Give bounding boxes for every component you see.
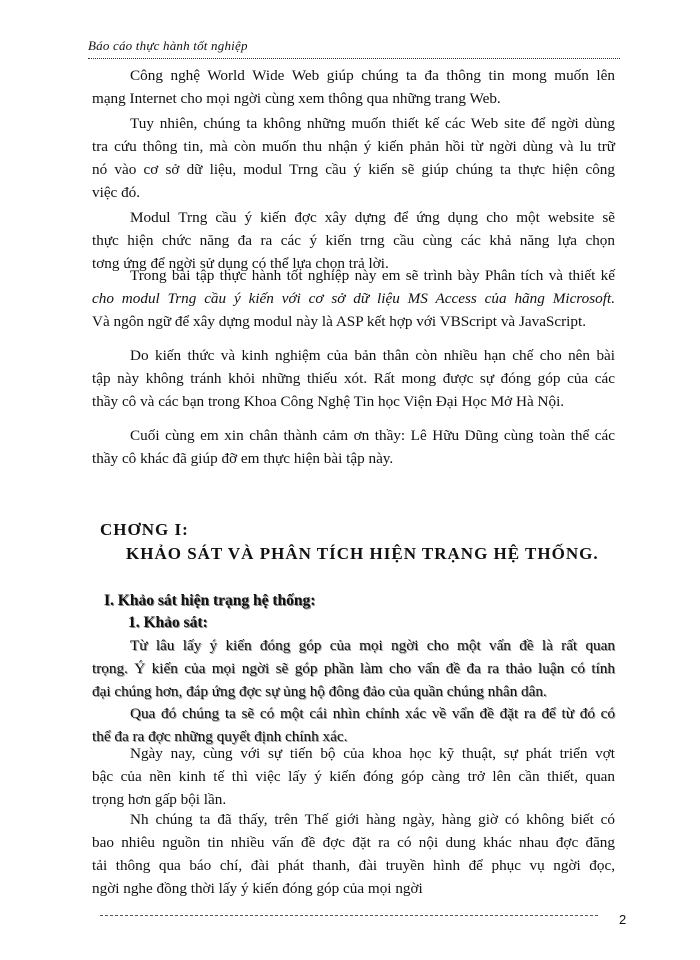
text-line: thầy cô và các bạn trong Khoa Công Nghệ Tin học Viện Đại Học Mở Hà Nội. — [92, 393, 565, 410]
text-line: Cuối cùng em xin chân thành cảm ơn thầy: Lê Hữu Dũng cùng toàn thể các — [130, 427, 615, 444]
page-number: 2 — [619, 912, 627, 927]
text-line: Trong bài tập thực hành tốt nghiệp này em sẽ trình bày Phân tích và thiết kế — [130, 267, 615, 284]
header-divider — [88, 58, 620, 59]
intro-paragraph-2 — [92, 112, 615, 204]
footer-divider — [100, 915, 598, 916]
text-line: Từ lâu lấy ý kiến đóng góp của mọi ngời cho một vấn đề là rất quan — [130, 637, 615, 654]
survey-paragraph-3 — [92, 742, 615, 811]
text-line: Do kiến thức và kinh nghiệm của bản thân còn nhiều hạn chế cho nên bài — [130, 347, 615, 364]
intro-paragraph-1 — [92, 64, 615, 110]
text-line: tập này không tránh khỏi những thiếu xót. Rất mong được sự đóng góp của các — [92, 370, 615, 387]
text-line: Qua đó chúng ta sẽ có một cái nhìn chính xác về vấn đề đặt ra để từ đó có — [130, 705, 615, 722]
text-line: Và ngôn ngữ để xây dựng modul này là ASP kết hợp với VBScript và JavaScript. — [92, 313, 587, 330]
text-line: tơng ứng để ngời sử dụng có thể lựa chọn trả lời. — [92, 255, 389, 272]
text-line: mạng Internet cho mọi ngời cùng xem thông qua những trang Web. — [92, 90, 501, 107]
subsection-heading: 1. Khảo sát: — [128, 614, 208, 631]
intro-paragraph-6 — [92, 424, 615, 470]
text-line: trọng hơn gấp bội lần. — [92, 791, 227, 808]
text-line: Modul Trng cầu ý kiến đợc xây dựng để ứng dụng cho một website sẽ — [130, 209, 615, 226]
text-line: ngời nghe đồng thời lấy ý kiến đóng góp của mọi ngời — [92, 880, 423, 897]
header-title: Báo cáo thực hành tốt nghiệp — [88, 38, 248, 53]
chapter-subtitle: KHẢO SÁT VÀ PHÂN TÍCH HIỆN TRẠNG HỆ THỐNG. — [126, 544, 599, 563]
text-line: bậc của nền kinh tế thì việc lấy ý kiến đóng góp càng trở lên cần thiết, quan — [92, 768, 615, 785]
text-line: trọng. Ý kiến của mọi ngời sẽ góp phần làm cho vấn đề đa ra thảo luận có tính — [92, 660, 615, 677]
section-heading: I. Khảo sát hiện trạng hệ thống: — [104, 592, 316, 609]
text-line: thầy cô khác đã giúp đỡ em thực hiện bài tập này. — [92, 450, 394, 467]
intro-paragraph-4 — [92, 264, 615, 333]
text-line: đại chúng hơn, đáp ứng đợc sự ủng hộ đông đảo của quần chúng nhân dân. — [92, 683, 547, 700]
text-line: Tuy nhiên, chúng ta không những muốn thiết kế các Web site để ngời dùng — [130, 115, 615, 132]
text-line: tải thông qua báo chí, đài phát thanh, đài truyền hình để phục vụ ngời đọc, — [92, 857, 615, 874]
text-line: tra cứu thông tin, mà còn muốn thu nhận ý kiến phản hồi từ ngời dùng và lu trữ — [92, 138, 615, 155]
survey-paragraph-1 — [92, 634, 615, 703]
text-line: Nh chúng ta đã thấy, trên Thế giới hàng ngày, hàng giờ có không biết có — [130, 811, 615, 828]
text-line: cho modul Trng cầu ý kiến với cơ sở dữ liệu MS Access của hãng Microsoft. — [92, 290, 615, 307]
survey-paragraph-4 — [92, 808, 615, 900]
text-line: bao nhiêu nguồn tin nhiều vấn đề đợc đặt ra có nội dung khác nhau đợc đăng — [92, 834, 615, 851]
text-line: việc đó. — [92, 184, 141, 201]
text-line: Ngày nay, cùng với sự tiến bộ của khoa học kỹ thuật, sự phát triển vợt — [130, 745, 615, 762]
text-line: nó vào cơ sở dữ liệu, modul Trng cầu ý kiến sẽ giúp chúng ta thực hiện công — [92, 161, 615, 178]
text-line: Công nghệ World Wide Web giúp chúng ta đa thông tin mong muốn lên — [130, 67, 615, 84]
intro-paragraph-5 — [92, 344, 615, 413]
text-line: thể đa ra đợc những quyết định chính xác. — [92, 728, 348, 745]
chapter-title: CHƠNG I: — [100, 520, 189, 539]
text-line: thực hiện chức năng đa ra các ý kiến trng cầu cùng các khả năng lựa chọn — [92, 232, 615, 249]
